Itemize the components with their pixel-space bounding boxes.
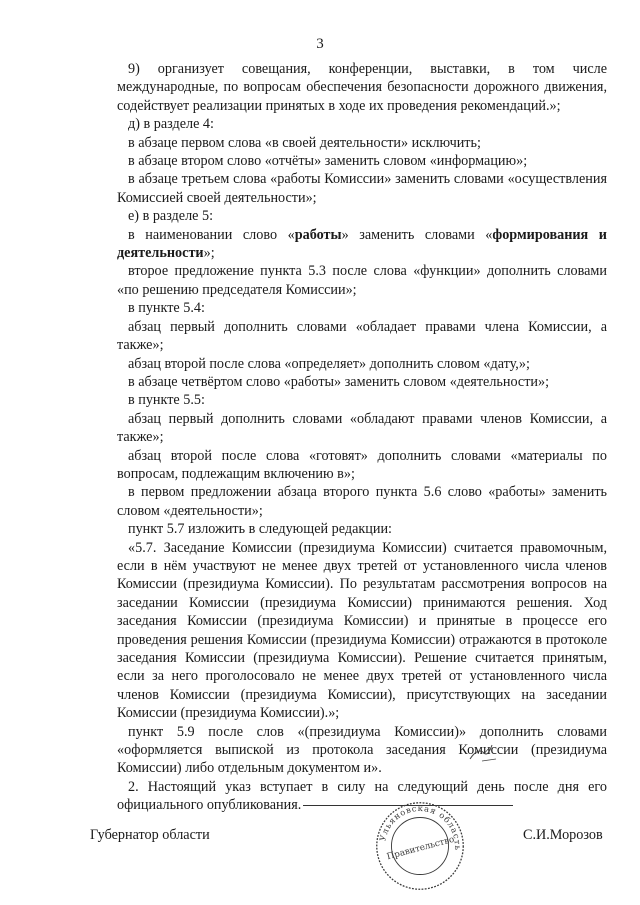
signature-position: Губернатор области bbox=[90, 827, 210, 843]
p7-pre: в наименовании слово « bbox=[128, 226, 295, 243]
signature-name: С.И.Морозов bbox=[523, 827, 603, 843]
paragraph-5-7-text: «5.7. Заседание Комиссии (президиума Комиссии) считается правомочным, если в нём участвуют не менее двух третей от установленного числа членов Комиссии (президиума Комиссии). По результатам рассмотрения вопросов на заседании Комиссии (президиума Комиссии) принимаются решения. Ход заседания Комиссии (президиума Комиссии) и принятые в процессе его проведения решения Комиссии (президиума Комиссии) отражаются в протоколе заседания Комиссии (президиума Комиссии). Решение считается принятым, если за него проголосовало не менее двух третей от установленного числа членов Комиссии (президиума Комиссии), присутствующих на заседании Комиссии (президиума Комиссии).»; bbox=[117, 539, 607, 722]
paragraph-5-4: в пункте 5.4: bbox=[128, 300, 205, 317]
seal-center-text: Правительство bbox=[385, 834, 456, 863]
p7-post: »; bbox=[203, 245, 215, 262]
paragraph-5-7-intro: пункт 5.7 изложить в следующей редакции: bbox=[128, 521, 392, 538]
page-number: 3 bbox=[316, 36, 324, 52]
paragraph-4-abz3: в абзаце третьем слова «работы Комиссии» заменить словами «осуществления Комиссией своей деятельности»; bbox=[117, 171, 607, 206]
paragraph-5-6: в первом предложении абзаца второго пункта 5.6 слово «работы» заменить словом «деятельности»; bbox=[117, 484, 607, 519]
seal-ring-text: Ульяновская область bbox=[377, 802, 464, 852]
p7-bold-2: формирования и деятельности bbox=[117, 226, 607, 262]
paragraph-4-abz2: в абзаце втором слово «отчёты» заменить словом «информацию»; bbox=[128, 153, 528, 170]
paragraph-5-9: пункт 5.9 после слов «(президиума Комиссии)» дополнить словами «оформляется выпиской из протокола заседания Комиссии (президиума Комиссии) либо отдельным документом и». bbox=[117, 723, 607, 777]
paragraph-section-4: д) в разделе 4: bbox=[128, 116, 214, 133]
official-seal-icon bbox=[374, 800, 466, 892]
pen-mark-icon bbox=[462, 737, 502, 765]
paragraph-5-5: в пункте 5.5: bbox=[128, 392, 205, 409]
p7-bold-1: работы bbox=[294, 226, 342, 243]
paragraph-5-4-abz2: абзац второй после слова «определяет» дополнить словом «дату,»; bbox=[128, 355, 530, 372]
paragraph-5-3: второе предложение пункта 5.3 после слова «функции» дополнить словами «по решению председателя Комиссии»; bbox=[117, 263, 607, 298]
paragraph-section-5: е) в разделе 5: bbox=[128, 208, 214, 225]
paragraph-4-abz1: в абзаце первом слова «в своей деятельности» исключить; bbox=[128, 134, 481, 151]
paragraph-item-9: 9) организует совещания, конференции, выставки, в том числе международные, по вопросам обеспечения безопасности дорожного движения, содействует реализации принятых в ходе их проведения рекомендаций.»; bbox=[117, 61, 607, 114]
document-body bbox=[117, 60, 607, 815]
paragraph-5-4-abz1: абзац первый дополнить словами «обладает правами члена Комиссии, а также»; bbox=[117, 318, 607, 354]
paragraph-5-5-abz1: абзац первый дополнить словами «обладают правами членов Комиссии, а также»; bbox=[117, 410, 607, 446]
p7-mid: » заменить словами « bbox=[341, 226, 493, 243]
paragraph-effective-date bbox=[117, 778, 607, 815]
effective-date-text: 2. Настоящий указ вступает в силу на следующий день после дня его официального опубликования. bbox=[117, 778, 607, 814]
paragraph-5-name bbox=[117, 226, 607, 263]
paragraph-5-4-abz4: в абзаце четвёртом слово «работы» заменить словом «деятельности»; bbox=[128, 373, 550, 390]
paragraph-5-5-abz2: абзац второй после слова «готовят» дополнить словами «материалы по вопросам, подлежащим включению в»; bbox=[117, 447, 607, 482]
